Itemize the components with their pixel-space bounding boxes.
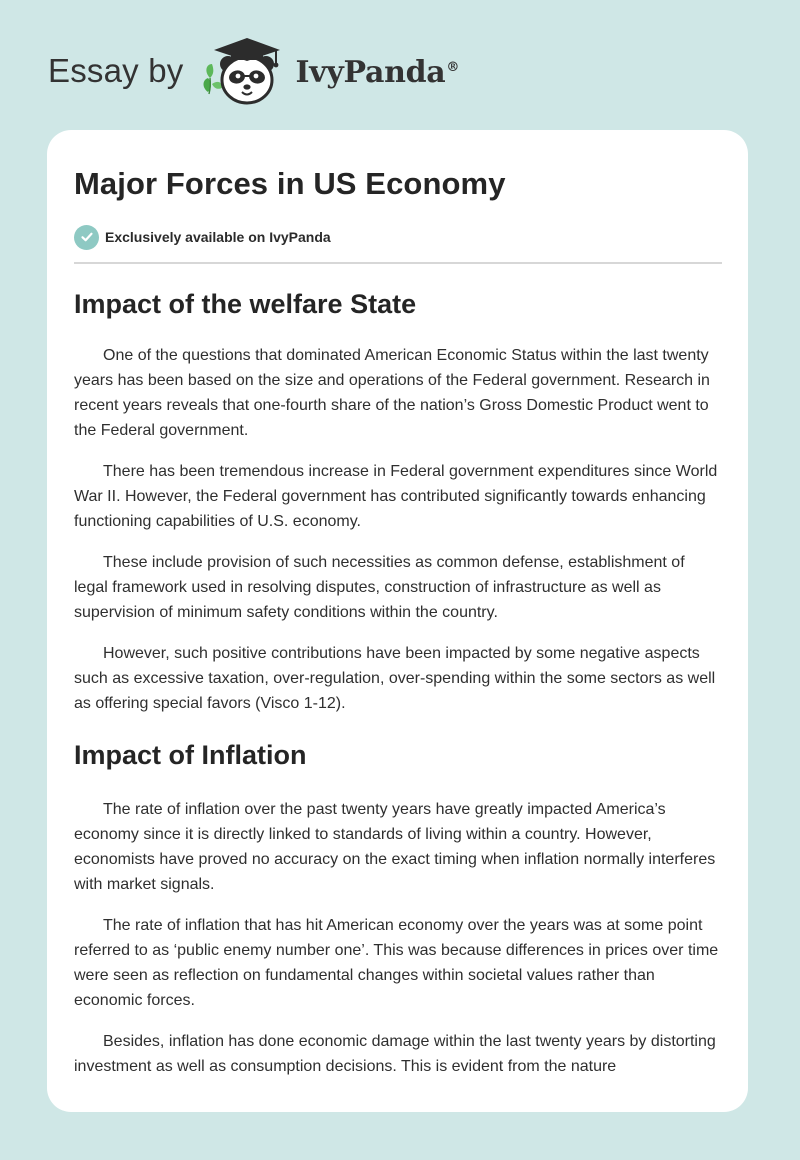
paragraph: Besides, inflation has done economic damage within the last twenty years by distorting investment as well as consumption decisions. This is evident from the nature <box>74 1033 716 1075</box>
essay-card <box>47 130 748 1112</box>
section-heading-welfare: Impact of the welfare State <box>74 289 417 319</box>
essay-by-label: Essay by <box>48 52 184 89</box>
registered-mark: ® <box>446 59 460 75</box>
paragraph: However, such positive contributions have been impacted by some negative aspects such as excessive taxation, over-regulation, over-spending within the some sectors as well as offering special favors (Visco 1-12). <box>74 645 716 712</box>
section-heading-inflation: Impact of Inflation <box>74 740 307 770</box>
divider <box>74 262 722 264</box>
site-header <box>48 34 459 110</box>
paragraph: These include provision of such necessities as common defense, establishment of legal framework used in resolving disputes, construction of infrastructure as well as supervision of minimum safety conditions within the country. <box>74 554 685 621</box>
exclusive-label: Exclusively available on IvyPanda <box>105 229 331 245</box>
page-title: Major Forces in US Economy <box>74 166 506 201</box>
paragraph: The rate of inflation over the past twenty years have greatly impacted America’s economy since it is directly linked to standards of living within a country. However, economists have proved no accuracy on the exact timing when inflation normally interferes with market signals. <box>74 801 716 893</box>
paragraph: One of the questions that dominated American Economic Status within the last twenty years has been based on the size and operations of the Federal government. Research in recent years reveals that one-fourth share of the nation’s Gross Domestic Product went to the Federal government. <box>74 347 710 439</box>
panda-graduate-logo-icon[interactable] <box>200 34 292 110</box>
check-circle-icon <box>74 225 99 250</box>
brand-name[interactable]: IvyPanda® <box>295 54 460 90</box>
paragraph: The rate of inflation that has hit American economy over the years was at some point referred to as ‘public enemy number one’. This was because differences in prices over time were seen as reflection on fundamental changes within societal values rather than economic forces. <box>74 917 719 1009</box>
exclusive-notice <box>74 224 722 250</box>
paragraph: There has been tremendous increase in Federal government expenditures since World War II. However, the Federal government has contributed significantly towards enhancing functioning capabilities of U.S. economy. <box>74 463 718 530</box>
